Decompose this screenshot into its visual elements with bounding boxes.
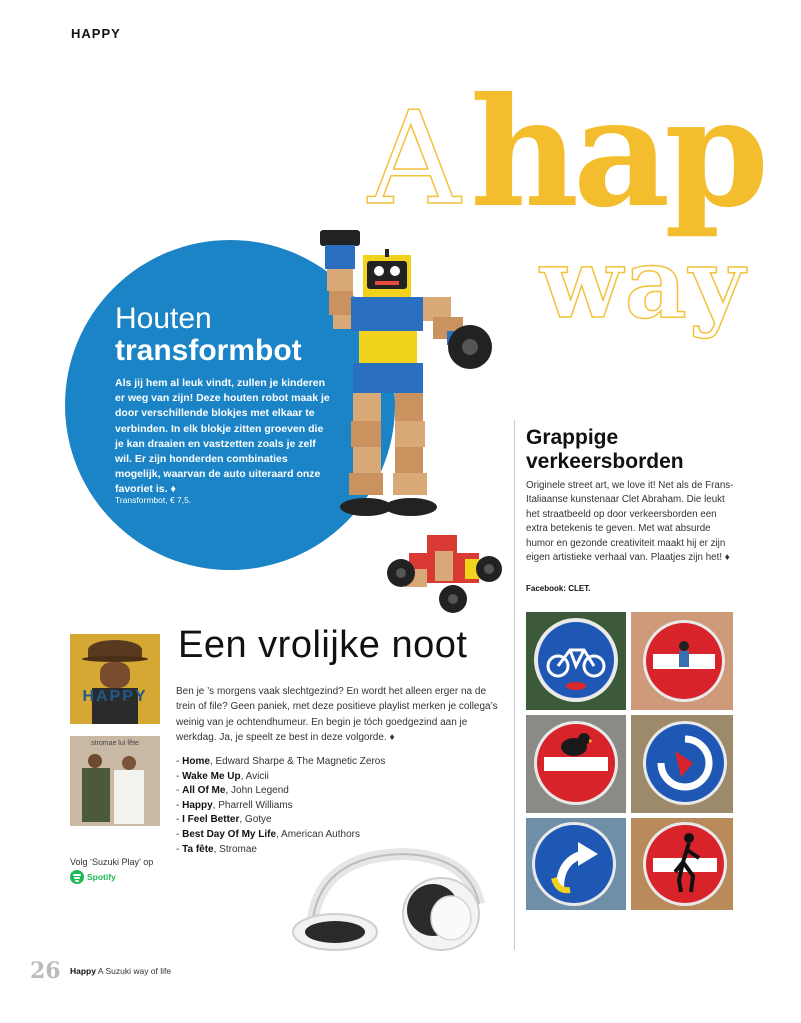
page-number: 26 [30,958,61,984]
headphones-image [283,848,493,958]
spotify-logo [70,870,116,884]
spotify-label: Spotify [87,872,116,882]
list-item: - Happy, Pharrell Williams [176,799,293,811]
list-item: - Home, Edward Sharpe & The Magnetic Zeros [176,756,386,767]
transformbot-body: Als jij hem al leuk vindt, zullen je kinderen er weg van zijn! Deze houten robot maak je door verschillende blokjes met elkaar te verbinden. In elk blokje zitten groeven die je kan draaien en vastzetten zoals je zelf wil. Er zijn honderden combinaties mogelijk, waarvan de auto uiteraard onze favoriet is. ♦ [115,377,330,496]
list-item: - Best Day Of My Life, American Authors [176,828,360,840]
list-item: - Wake Me Up, Avicii [176,770,269,782]
transformbot-credit: Transformbot, € 7,5. [115,495,192,505]
column-divider [514,420,515,950]
headline-way: way [540,227,747,340]
bird-icon [556,731,592,759]
roundabout-arrows-icon [655,733,715,793]
figure-icon [675,640,693,668]
bicycle-icon [546,642,606,678]
playlist [176,755,385,857]
album-cover-stromae [70,736,160,826]
curved-arrow-icon [548,838,602,894]
photo-no-entry-bird-sign [526,715,626,813]
list-item: - I Feel Better, Gotye [176,814,272,826]
noot-title: Een vrolijke noot [178,624,468,666]
photo-no-entry-man-sign [631,818,733,910]
footer-tagline: Happy A Suzuki way of life [70,966,172,976]
verkeersborden-title: Grappige verkeersborden [526,426,684,473]
photo-arrow-banana-sign [526,818,626,910]
traffic-sign-photo-grid [526,612,733,910]
photo-roundabout-runner-sign [631,715,733,813]
verkeersborden-body: Originele street art, we love it! Net als de Frans-Italiaanse kunstenaar Clet Abraham. Die leukt het straatbeeld op door verkeersborden een extra betekenis te geven. Met wat absurde humor en gezonde creativiteit maakt hij er zijn eigen artistieke verhaal van. Plaatjes zijn het! ♦ [526,480,734,564]
verkeersborden-facebook: Facebook: CLET. [526,584,591,593]
headline-hap: hap [470,65,764,241]
follow-text: Volg ‘Suzuki Play’ op [70,857,154,867]
album-stromae-text: stromae lui fête [91,740,139,747]
transformbot-title-line1: Houten [115,302,212,335]
headline-a: A [368,85,461,234]
spotify-icon [70,870,84,884]
photo-no-entry-figure-sign [631,612,733,710]
album-cover-happy [70,634,160,724]
noot-body: Ben je ’s morgens vaak slechtgezind? En wordt het alleen erger na de trein of file? Geen paniek, met deze positieve playlist merken je collega’s weinig van je ochtendhumeur. En begin je tóch goedgezind aan je werkdag. Ja, je speelt ze best in deze volgorde. ♦ [176,686,498,743]
album-happy-text: HAPPY [82,688,148,705]
transformbot-title-line2: transformbot [115,334,302,367]
man-silhouette-icon [669,832,703,894]
wooden-robot-image [315,225,500,525]
wooden-car-image [385,525,505,617]
list-item: - Ta fête, Stromae [176,843,257,855]
list-item: - All Of Me, John Legend [176,785,289,797]
section-label: HAPPY [71,26,121,41]
photo-bicycle-sign [526,612,626,710]
